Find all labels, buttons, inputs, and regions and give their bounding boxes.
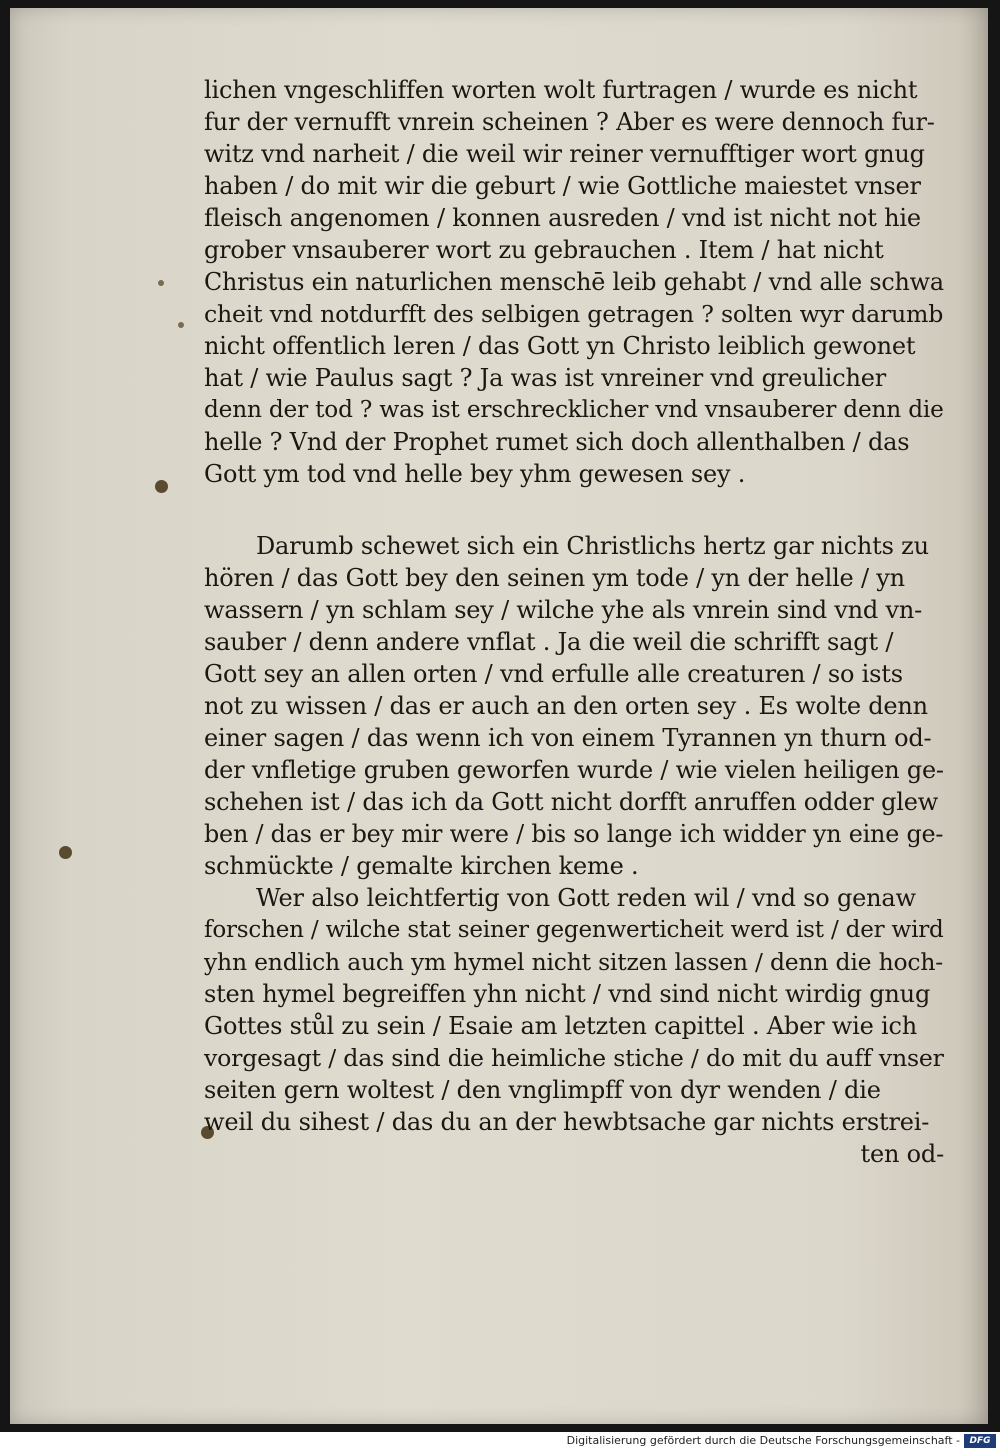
text-line: yhn endlich auch ym hymel nicht sitzen lassen / denn die hoch- [204,948,943,976]
catchword: ten od- [860,1140,944,1168]
page-text [204,74,944,1170]
text-line: sauber / denn andere vnflat . Ja die weil die schrifft sagt / [204,628,894,656]
text-line: helle ? Vnd der Prophet rumet sich doch allenthalben / das [204,428,910,456]
text-line: der vnfletige gruben geworfen wurde / wie vielen heiligen ge- [204,756,944,784]
funding-credit: Digitalisierung gefördert durch die Deutsche Forschungsgemeinschaft - [566,1434,960,1447]
text-line: grober vnsauberer wort zu gebrauchen . Item / hat nicht [204,236,884,264]
text-line: hat / wie Paulus sagt ? Ja was ist vnreiner vnd greulicher [204,364,887,392]
text-line: forschen / wilche stat seiner gegenwerticheit werd ist / der wird [204,917,944,943]
text-line: nicht offentlich leren / das Gott yn Christo leiblich gewonet [204,332,916,360]
text-line: fleisch angenomen / konnen ausreden / vnd ist nicht not hie [204,204,921,232]
text-line: ben / das er bey mir were / bis so lange ich widder yn eine ge- [204,820,944,848]
wormhole-mark [178,322,184,328]
text-line: wassern / yn schlam sey / wilche yhe als vnrein sind vnd vn- [204,596,923,624]
text-line: Gott sey an allen orten / vnd erfulle alle creaturen / so ists [204,660,903,688]
text-line: cheit vnd notdurfft des selbigen getragen ? solten wyr darumb [204,300,944,328]
paragraph-gap [204,490,944,530]
text-line: schmückte / gemalte kirchen keme . [204,852,639,880]
text-line: weil du sihest / das du an der hewbtsache gar nichts erstrei- [204,1108,930,1136]
text-line: witz vnd narheit / die weil wir reiner vernufftiger wort gnug [204,140,925,168]
text-line: fur der vernufft vnrein scheinen ? Aber es were dennoch fur- [204,108,935,136]
text-line: Gott ym tod vnd helle bey yhm gewesen sey . [204,460,746,488]
text-line: schehen ist / das ich da Gott nicht dorfft anruffen odder glew [204,788,939,816]
text-line: hören / das Gott bey den seinen ym tode / yn der helle / yn [204,564,905,592]
text-line: Gottes stůl zu sein / Esaie am letzten capittel . Aber wie ich [204,1012,918,1040]
footer-bar [0,1432,1000,1451]
text-line: vorgesagt / das sind die heimliche stiche / do mit du auff vnser [204,1044,944,1072]
wormhole-mark [59,846,72,859]
wormhole-mark [155,480,168,493]
text-line: not zu wissen / das er auch an den orten sey . Es wolte denn [204,692,928,720]
text-line: haben / do mit wir die geburt / wie Gottliche maiestet vnser [204,172,921,200]
text-line: Christus ein naturlichen menschē leib gehabt / vnd alle schwa [204,268,944,296]
text-line: sten hymel begreiffen yhn nicht / vnd sind nicht wirdig gnug [204,980,931,1008]
text-line: Wer also leichtfertig von Gott reden wil / vnd so genaw [256,884,916,912]
text-line: einer sagen / das wenn ich von einem Tyrannen yn thurn od- [204,724,932,752]
text-line: Darumb schewet sich ein Christlichs hertz gar nichts zu [256,532,929,560]
text-line: denn der tod ? was ist erschrecklicher vnd vnsauberer denn die [204,396,944,423]
dfg-logo: DFG [964,1434,996,1448]
text-line: seiten gern woltest / den vnglimpff von dyr wenden / die [204,1076,881,1104]
wormhole-mark [158,280,164,286]
text-line: lichen vngeschliffen worten wolt furtragen / wurde es nicht [204,76,918,104]
